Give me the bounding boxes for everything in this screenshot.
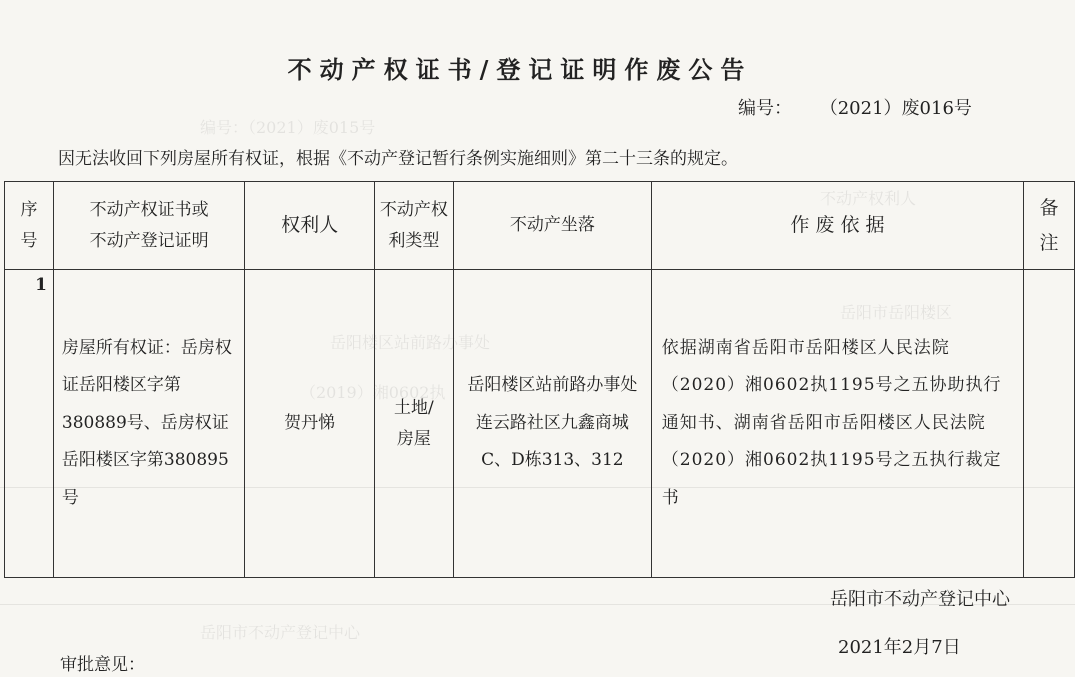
- cell-cert: [53, 270, 245, 578]
- row-location: 岳阳楼区站前路办事处连云路社区九鑫商城C、D栋313、312: [467, 375, 638, 471]
- table-row: [5, 270, 1075, 578]
- header-location-label: 不动产坐落: [509, 215, 595, 236]
- cell-seq: [5, 270, 54, 578]
- void-certificate-table: [4, 181, 1075, 578]
- header-seq-line1: 序: [20, 199, 38, 220]
- doc-number-label: 编号：: [738, 98, 792, 119]
- header-seq: [5, 182, 54, 270]
- header-remark-line2: 注: [1039, 231, 1059, 254]
- header-cert: [53, 182, 245, 270]
- header-basis-label: 作 废 依 据: [790, 214, 885, 237]
- approval-label: 审批意见：: [60, 655, 145, 675]
- intro-text: 因无法收回下列房屋所有权证，根据《不动产登记暂行条例实施细则》第二十三条的规定。: [58, 149, 738, 169]
- page-title: 不动产权证书/登记证明作废公告: [287, 55, 753, 84]
- header-type-line1: 不动产权: [379, 199, 448, 220]
- cell-location: [453, 270, 651, 578]
- row-cert: 房屋所有权证：岳房权证岳阳楼区字第380889号、岳房权证岳阳楼区字第380895号: [61, 338, 232, 508]
- header-remark: [1024, 182, 1075, 270]
- header-location: [453, 182, 651, 270]
- row-seq: 1: [35, 275, 47, 295]
- doc-number: [738, 94, 972, 120]
- doc-number-value: （2021）废016号: [819, 98, 972, 119]
- row-type-line2: 房屋: [396, 428, 431, 449]
- header-type: [374, 182, 453, 270]
- table-header-row: [5, 182, 1075, 270]
- row-basis: 依据湖南省岳阳市岳阳楼区人民法院（2020）湘0602执1195号之五协助执行通知书、湖南省岳阳市岳阳楼区人民法院（2020）湘0602执1195号之五执行裁定书: [661, 338, 1002, 508]
- header-owner: [245, 182, 374, 270]
- issue-date: 2021年2月7日: [838, 637, 961, 658]
- cell-type: [374, 270, 453, 578]
- row-type-line1: 土地/: [393, 397, 434, 418]
- row-owner: 贺丹悌: [284, 413, 336, 434]
- header-cert-line2: 不动产登记证明: [89, 230, 209, 251]
- header-remark-line1: 备: [1039, 197, 1059, 220]
- header-type-line2: 利类型: [388, 230, 440, 251]
- issuing-organization: 岳阳市不动产登记中心: [830, 589, 1010, 610]
- cell-remark: [1024, 270, 1075, 578]
- header-seq-line2: 号: [20, 230, 38, 251]
- cell-basis: [651, 270, 1023, 578]
- header-cert-line1: 不动产权证书或: [89, 199, 209, 220]
- cell-owner: [245, 270, 374, 578]
- header-basis: [651, 182, 1023, 270]
- header-owner-label: 权利人: [281, 214, 339, 237]
